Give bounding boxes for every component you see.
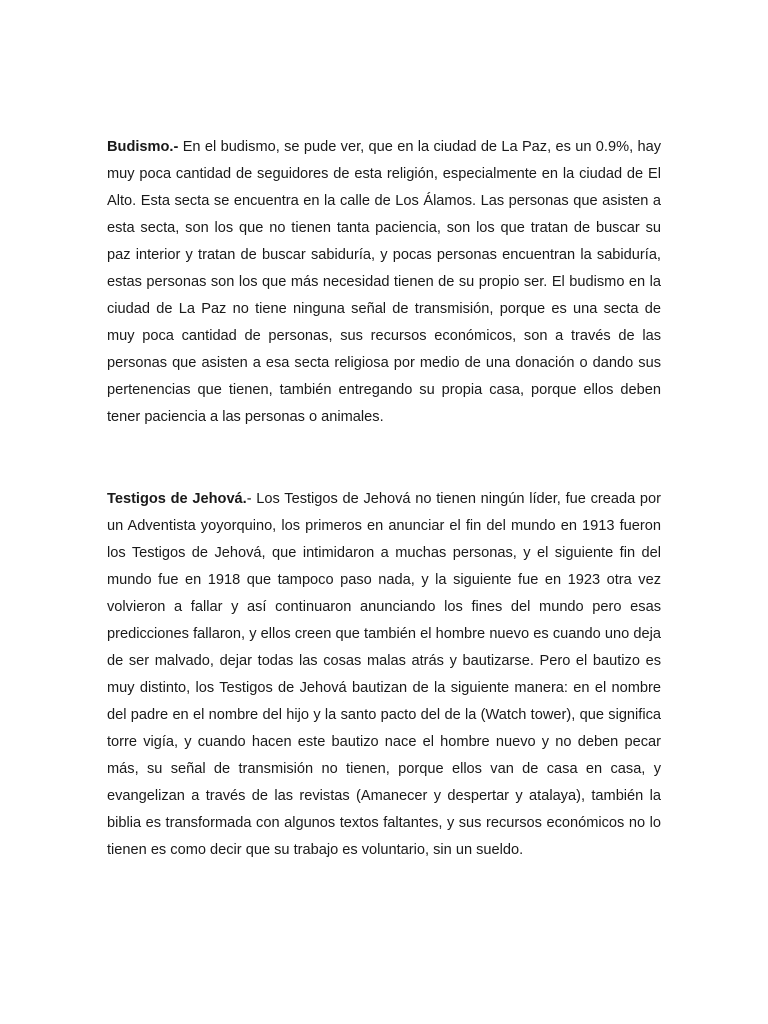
paragraph-testigos-de-jehova — [107, 486, 661, 864]
term-budismo: Budismo.- — [107, 139, 179, 155]
paragraph-testigos-text: - Los Testigos de Jehová no tienen ningún líder, fue creada por un Adventista yoyorquino, los primeros en anunciar el fin del mundo en 1913 fueron los Testigos de Jehová, que intimidaron a muchas personas, y el siguiente fin del mundo fue en 1918 que tampoco paso nada, y la siguiente fue en 1923 otra vez volvieron a fallar y así continuaron anunciando los fines del mundo pero esas predicciones fallaron, y ellos creen que también el hombre nuevo es cuando uno deja de ser malvado, dejar todas las cosas malas atrás y bautizarse. Pero el bautizo es muy distinto, los Testigos de Jehová bautizan de la siguiente manera: en el nombre del padre en el nombre del hijo y la santo pacto del de la (Watch tower), que significa torre vigía, y cuando hacen este bautizo nace el hombre nuevo y no deben pecar más, su señal de transmisión no tienen, porque ellos van de casa en casa, y evangelizan a través de las revistas (Amanecer y despertar y atalaya), también la biblia es transformada con algunos textos faltantes, y sus recursos económicos no lo tienen es como decir que su trabajo es voluntario, sin un sueldo. — [107, 491, 661, 858]
term-testigos-de-jehova: Testigos de Jehová. — [107, 491, 247, 507]
paragraph-budismo-text: En el budismo, se pude ver, que en la ciudad de La Paz, es un 0.9%, hay muy poca cantidad de seguidores de esta religión, especialmente en la ciudad de El Alto. Esta secta se encuentra en la calle de Los Álamos. Las personas que asisten a esta secta, son los que no tienen tanta paciencia, son los que tratan de buscar su paz interior y tratan de buscar sabiduría, y pocas personas encuentran la sabiduría, estas personas son los que más necesidad tienen de su propio ser. El budismo en la ciudad de La Paz no tiene ninguna señal de transmisión, porque es una secta de muy poca cantidad de personas, sus recursos económicos, son a través de las personas que asisten a esa secta religiosa por medio de una donación o dando sus pertenencias que tienen, también entregando su propia casa, porque ellos deben tener paciencia a las personas o animales. — [107, 139, 661, 425]
document-page — [107, 134, 661, 864]
paragraph-budismo — [107, 134, 661, 431]
